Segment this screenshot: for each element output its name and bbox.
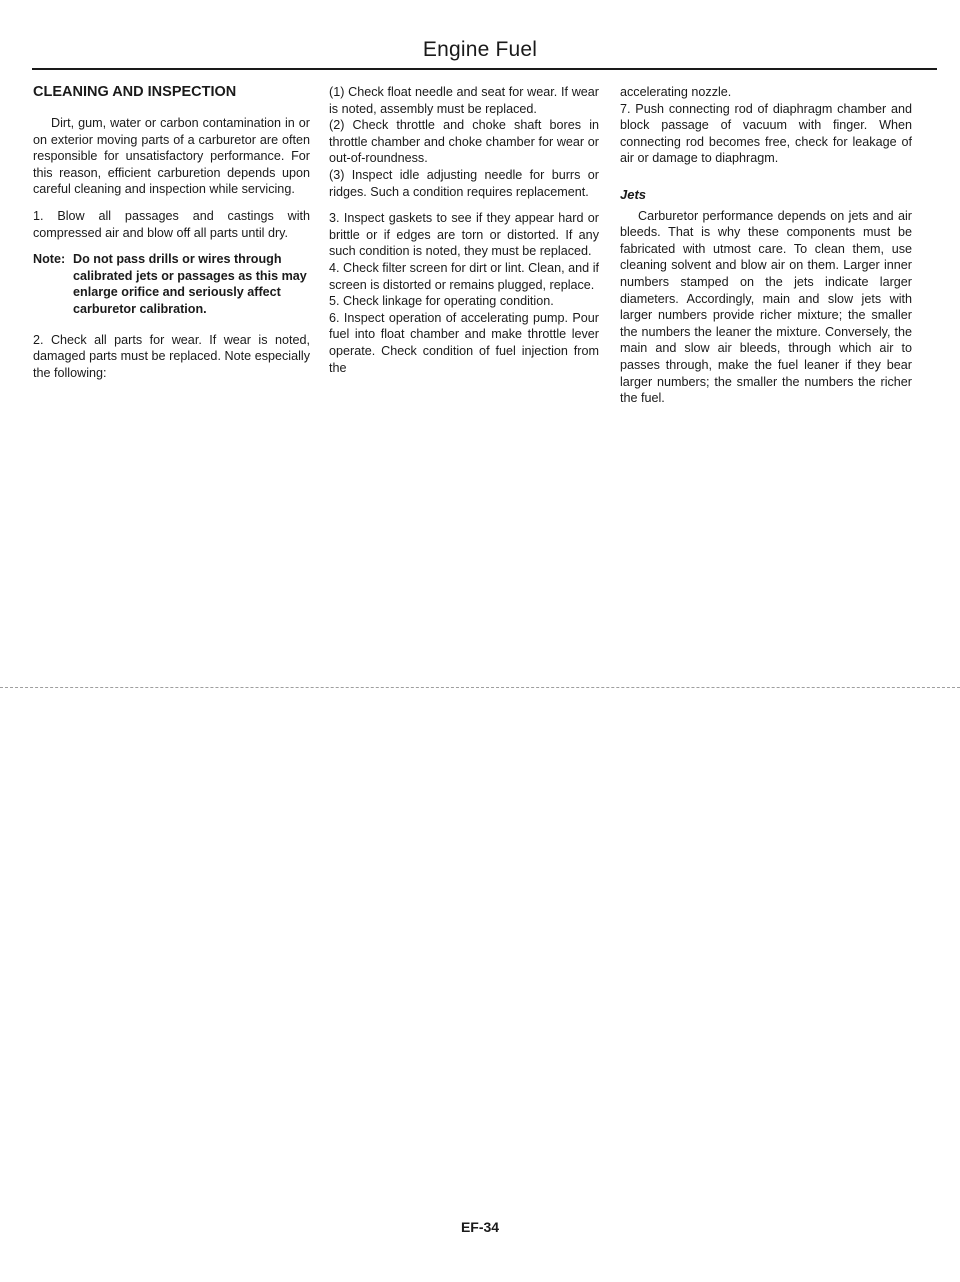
note-text: Do not pass drills or wires through calibrated jets or passages as this may enlarge orifice and seriously affect carburetor calibration. — [73, 252, 307, 316]
item-3: (3) Inspect idle adjusting needle for burrs or ridges. Such a condition requires replacement. — [329, 167, 599, 199]
intro-paragraph: Dirt, gum, water or carbon contamination in or on exterior moving parts of a carburetor are often responsible for unsatisfactory performance. For this reason, efficient carburetion depends upon careful cleaning and inspection while servicing. — [33, 116, 310, 197]
column-1 — [33, 84, 310, 391]
jets-paragraph: Carburetor performance depends on jets and air bleeds. That is why these components must be fabricated with utmost care. To clean them, use cleaning solvent and blow air on them. Larger inner numbers stamped on the jets indicate larger diameters. Accordingly, main and slow jets with larger numbers provide richer mixture; the smaller the numbers the leaner the mixture. Conversely, the main and slow air bleeds, through which air to passes through, make the fuel leaner if they bear larger numbers; the smaller the numbers the richer the fuel. — [620, 208, 912, 406]
note-label: Note: — [33, 252, 66, 267]
item-1: (1) Check float needle and seat for wear. If wear is noted, assembly must be replaced. — [329, 85, 599, 116]
step-4: 4. Check filter screen for dirt or lint. Clean, and if screen is distorted or remains plugged, replace. — [329, 260, 599, 292]
column-3 — [620, 84, 912, 417]
item-2: (2) Check throttle and choke shaft bores in throttle chamber and choke chamber for wear or out-of-roundness. — [329, 118, 599, 166]
note-block — [33, 251, 310, 317]
column-2 — [329, 84, 599, 386]
continued-text: accelerating nozzle. — [620, 85, 732, 99]
header-rule — [32, 68, 937, 70]
step-1: 1. Blow all passages and castings with compressed air and blow off all parts until dry. — [33, 208, 310, 240]
page-number: EF-34 — [460, 1219, 500, 1235]
step-2: 2. Check all parts for wear. If wear is noted, damaged parts must be replaced. Note especially the following: — [33, 332, 310, 380]
scan-dash-line — [0, 687, 960, 688]
jets-heading: Jets — [620, 186, 647, 202]
step-7: 7. Push connecting rod of diaphragm chamber and block passage of vacuum with finger. When connecting rod becomes free, check for leakage of air or damage to diaphragm. — [620, 101, 912, 166]
page-header-title: Engine Fuel — [422, 38, 538, 61]
step-3: 3. Inspect gaskets to see if they appear hard or brittle or if edges are torn or distorted. If any such condition is noted, they must be replaced. — [329, 211, 599, 259]
section-title: CLEANING AND INSPECTION — [33, 84, 237, 100]
step-5: 5. Check linkage for operating condition. — [329, 294, 554, 309]
step-6: 6. Inspect operation of accelerating pump. Pour fuel into float chamber and make throttle lever operate. Check condition of fuel injection from the — [329, 310, 599, 375]
